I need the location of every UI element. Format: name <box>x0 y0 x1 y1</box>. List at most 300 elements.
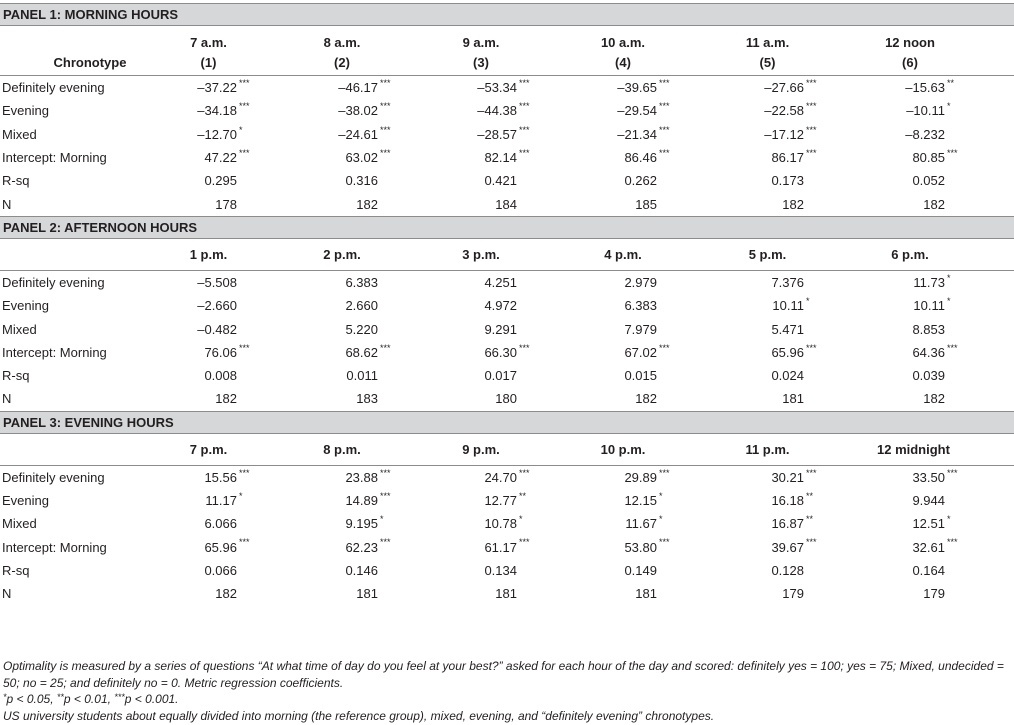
coefficient-value: 185 <box>635 196 657 212</box>
header-spacer <box>945 433 1014 465</box>
note-measurement: Optimality is measured by a series of questions “At what time of day do you feel at your best?” asked for each hour of the day and scored: definitely yes = 100; yes = 75; Mixed, undecided = 50; no = 25; and definitely no = 0. Metric regression coefficients. <box>3 659 1004 690</box>
significance-stars: *** <box>659 342 670 353</box>
coefficient-value: 178 <box>215 196 237 212</box>
coefficient-value: 76.06 <box>204 344 237 360</box>
coefficient-value: 181 <box>495 586 517 602</box>
coefficient-value: –27.66 <box>764 80 804 96</box>
significance-stars <box>945 169 1014 192</box>
column-header: 11 p.m. <box>731 433 804 465</box>
significance-stars <box>378 582 445 605</box>
significance-stars <box>237 270 306 294</box>
coefficient-value: –5.508 <box>197 274 237 290</box>
significance-stars: *** <box>519 537 530 548</box>
table-row <box>0 465 1014 489</box>
coefficient-value: 182 <box>923 196 945 212</box>
coefficient-value: 62.23 <box>345 539 378 555</box>
column-header-row <box>0 26 1014 51</box>
significance-stars: *** <box>659 78 670 88</box>
header-spacer <box>804 26 875 51</box>
significance-stars <box>517 387 589 411</box>
significance-stars <box>657 294 731 317</box>
significance-stars: *** <box>380 490 391 501</box>
significance-stars <box>804 559 875 582</box>
column-header: 10 p.m. <box>589 433 657 465</box>
significance-stars: *** <box>806 537 817 548</box>
significance-stars: *** <box>239 101 250 112</box>
table-notes <box>3 658 1008 724</box>
coefficient-value: 16.87 <box>771 516 804 532</box>
row-label: Definitely evening <box>2 80 105 96</box>
significance-stars <box>945 192 1014 216</box>
significance-stars: *** <box>380 467 391 478</box>
header-spacer <box>517 433 589 465</box>
significance-stars <box>517 582 589 605</box>
coefficient-value: 10.11 <box>913 298 945 314</box>
table-row <box>0 559 1014 582</box>
coefficient-value: 184 <box>495 196 517 212</box>
coefficient-value: –12.70 <box>197 126 237 142</box>
coefficient-value: 7.979 <box>624 321 657 337</box>
column-header: 4 p.m. <box>589 238 657 270</box>
coefficient-value: 64.36 <box>912 344 945 360</box>
header-spacer <box>517 26 589 51</box>
coefficient-value: –22.58 <box>764 103 804 119</box>
coefficient-value: 67.02 <box>624 344 657 360</box>
coefficient-value: 68.62 <box>345 344 378 360</box>
column-subheader-row <box>0 50 1014 76</box>
coefficient-value: 61.17 <box>484 539 517 555</box>
coefficient-value: 11.67 <box>625 516 657 532</box>
coefficient-value: –34.18 <box>197 103 237 119</box>
significance-stars <box>378 270 445 294</box>
significance-stars: *** <box>519 124 530 135</box>
coefficient-value: 0.052 <box>912 173 945 189</box>
row-header-label <box>0 26 180 51</box>
row-label: R-sq <box>2 562 30 578</box>
significance-stars: *** <box>239 467 250 478</box>
significance-stars: *** <box>519 147 530 158</box>
note-significance: *p < 0.05, **p < 0.01, ***p < 0.001. <box>3 692 179 706</box>
coefficient-value: 10.78 <box>484 516 517 532</box>
significance-stars <box>945 317 1014 340</box>
row-label: Definitely evening <box>2 469 105 485</box>
column-header: 7 a.m. <box>190 35 227 50</box>
row-label: N <box>2 586 12 602</box>
significance-stars <box>657 559 731 582</box>
header-spacer <box>804 433 875 465</box>
column-header: 9 p.m. <box>445 433 517 465</box>
coefficient-value: 181 <box>782 391 804 407</box>
row-label: Definitely evening <box>2 274 105 290</box>
panel-title: PANEL 1: MORNING HOURS <box>0 4 1014 26</box>
significance-stars: *** <box>380 124 391 135</box>
coefficient-value: 180 <box>495 391 517 407</box>
coefficient-value: 7.376 <box>771 274 804 290</box>
coefficient-value: 29.89 <box>624 469 657 485</box>
significance-stars <box>237 387 306 411</box>
column-header-row <box>0 238 1014 270</box>
coefficient-value: –17.12 <box>764 126 804 142</box>
header-spacer <box>945 238 1014 270</box>
significance-stars <box>945 123 1014 146</box>
column-header: 2 p.m. <box>306 238 378 270</box>
significance-stars <box>945 387 1014 411</box>
coefficient-value: 182 <box>215 586 237 602</box>
coefficient-value: 15.56 <box>204 469 237 485</box>
significance-stars <box>517 364 589 387</box>
table-row <box>0 387 1014 411</box>
significance-stars <box>237 317 306 340</box>
coefficient-value: 39.67 <box>771 539 804 555</box>
column-number: (1) <box>180 50 237 76</box>
significance-stars: *** <box>519 78 530 88</box>
coefficient-value: 8.853 <box>912 321 945 337</box>
significance-stars <box>517 294 589 317</box>
coefficient-value: 86.46 <box>624 150 657 166</box>
table-row <box>0 535 1014 558</box>
coefficient-value: 0.015 <box>624 368 657 384</box>
coefficient-value: 0.134 <box>484 562 517 578</box>
significance-stars: *** <box>806 101 817 112</box>
column-header: 7 p.m. <box>180 433 237 465</box>
significance-stars <box>237 364 306 387</box>
panel-2-title-row <box>0 216 1014 238</box>
coefficient-value: 182 <box>923 391 945 407</box>
significance-stars: *** <box>947 147 958 158</box>
coefficient-value: 0.262 <box>624 173 657 189</box>
significance-stars <box>804 387 875 411</box>
significance-stars <box>657 169 731 192</box>
significance-stars: * <box>947 514 951 525</box>
table-row <box>0 146 1014 169</box>
coefficient-value: 12.15 <box>624 493 657 508</box>
significance-stars <box>237 559 306 582</box>
coefficient-value: –0.482 <box>197 321 237 337</box>
significance-stars <box>378 317 445 340</box>
significance-stars: * <box>806 296 810 307</box>
significance-stars: * <box>659 514 663 525</box>
coefficient-value: 5.471 <box>771 321 804 337</box>
significance-stars <box>517 270 589 294</box>
table-row <box>0 76 1014 100</box>
significance-stars <box>657 317 731 340</box>
significance-stars <box>657 387 731 411</box>
significance-stars <box>804 317 875 340</box>
row-label: Mixed <box>2 126 37 142</box>
coefficient-value: –46.17 <box>338 80 378 96</box>
coefficient-value: 0.024 <box>771 368 804 384</box>
coefficient-value: 0.066 <box>204 562 237 578</box>
coefficient-value: –44.38 <box>477 103 517 119</box>
significance-stars: *** <box>806 147 817 158</box>
header-spacer <box>237 238 306 270</box>
header-spacer <box>378 238 445 270</box>
table-row <box>0 192 1014 216</box>
coefficient-value: 179 <box>923 586 945 602</box>
header-spacer <box>517 238 589 270</box>
header-spacer <box>804 50 875 76</box>
header-spacer <box>657 50 731 76</box>
significance-stars: *** <box>239 147 250 158</box>
column-header: 11 a.m. <box>745 35 790 50</box>
table-row <box>0 294 1014 317</box>
significance-stars: * <box>947 296 951 307</box>
coefficient-value: 0.295 <box>204 173 237 189</box>
column-header: 9 a.m. <box>462 35 500 50</box>
coefficient-value: 0.011 <box>346 368 378 384</box>
row-label: Mixed <box>2 516 37 532</box>
column-header-row <box>0 433 1014 465</box>
coefficient-value: 9.195 <box>345 516 378 532</box>
row-label: Evening <box>2 493 49 508</box>
significance-stars: *** <box>659 101 670 112</box>
significance-stars <box>237 512 306 535</box>
significance-stars: ** <box>806 514 814 525</box>
coefficient-value: 183 <box>356 391 378 407</box>
coefficient-value: 0.128 <box>771 562 804 578</box>
significance-stars <box>517 169 589 192</box>
coefficient-value: 5.220 <box>345 321 378 337</box>
coefficient-value: 80.85 <box>912 150 945 166</box>
significance-stars <box>237 192 306 216</box>
coefficient-value: –38.02 <box>338 103 378 119</box>
significance-stars: * <box>947 101 951 112</box>
coefficient-value: 14.89 <box>345 493 378 508</box>
significance-stars <box>945 364 1014 387</box>
significance-stars: * <box>519 514 523 525</box>
significance-stars: *** <box>659 147 670 158</box>
note-sample: US university students about equally divided into morning (the reference group), mixed, evening, and “definitely evening” chronotypes. <box>3 708 715 723</box>
table-row <box>0 489 1014 512</box>
column-number: (3) <box>445 50 517 76</box>
significance-stars: *** <box>239 342 250 353</box>
column-header: 5 p.m. <box>731 238 804 270</box>
table-row <box>0 582 1014 605</box>
significance-stars <box>657 582 731 605</box>
coefficient-value: –37.22 <box>197 80 237 96</box>
significance-stars: * <box>947 272 951 283</box>
column-number: (5) <box>731 50 804 76</box>
table-row <box>0 99 1014 122</box>
column-header: 8 a.m. <box>323 35 361 50</box>
coefficient-value: 0.149 <box>624 562 657 578</box>
header-spacer <box>657 238 731 270</box>
significance-stars: *** <box>659 467 670 478</box>
table-row <box>0 364 1014 387</box>
coefficient-value: –10.11 <box>906 103 945 119</box>
significance-stars: *** <box>239 78 250 88</box>
significance-stars <box>237 169 306 192</box>
coefficient-value: 0.008 <box>204 368 237 384</box>
coefficient-value: 0.164 <box>912 562 945 578</box>
significance-stars: *** <box>659 124 670 135</box>
row-label: Intercept: Morning <box>2 344 107 360</box>
significance-stars: *** <box>519 101 530 112</box>
row-label: R-sq <box>2 368 30 384</box>
coefficient-value: 0.421 <box>484 173 517 189</box>
row-header-label <box>0 238 180 270</box>
row-label: R-sq <box>2 173 30 189</box>
significance-stars <box>237 294 306 317</box>
significance-stars: *** <box>947 467 958 478</box>
row-label: Evening <box>2 298 49 314</box>
table-row <box>0 512 1014 535</box>
significance-stars: * <box>380 514 384 525</box>
significance-stars <box>378 294 445 317</box>
significance-stars <box>517 317 589 340</box>
significance-stars: ** <box>947 78 955 88</box>
header-spacer <box>804 238 875 270</box>
significance-stars <box>378 364 445 387</box>
significance-stars: *** <box>519 342 530 353</box>
coefficient-value: 6.383 <box>345 274 378 290</box>
significance-stars <box>945 559 1014 582</box>
coefficient-value: –53.34 <box>477 80 517 96</box>
significance-stars: *** <box>380 78 391 88</box>
column-header: 1 p.m. <box>180 238 237 270</box>
coefficient-value: 53.80 <box>624 539 657 555</box>
coefficient-value: 24.70 <box>484 469 517 485</box>
row-label: Intercept: Morning <box>2 150 107 166</box>
significance-stars: *** <box>806 467 817 478</box>
coefficient-value: –15.63 <box>905 80 945 96</box>
coefficient-value: 182 <box>782 196 804 212</box>
significance-stars: ** <box>519 490 527 501</box>
coefficient-value: –28.57 <box>477 126 517 142</box>
header-spacer <box>945 50 1014 76</box>
significance-stars: *** <box>806 342 817 353</box>
row-label: Intercept: Morning <box>2 539 107 555</box>
coefficient-value: 11.17 <box>205 493 237 508</box>
coefficient-value: 6.383 <box>624 298 657 314</box>
significance-stars <box>378 387 445 411</box>
significance-stars <box>657 364 731 387</box>
significance-stars <box>657 192 731 216</box>
coefficient-value: 182 <box>215 391 237 407</box>
significance-stars: *** <box>947 342 958 353</box>
significance-stars <box>657 270 731 294</box>
row-label: N <box>2 196 12 212</box>
table-row <box>0 317 1014 340</box>
significance-stars <box>804 270 875 294</box>
panel-title: PANEL 3: EVENING HOURS <box>0 411 1014 433</box>
significance-stars <box>517 559 589 582</box>
regression-table <box>0 3 1014 605</box>
significance-stars <box>804 364 875 387</box>
row-label: Mixed <box>2 321 37 337</box>
coefficient-value: 9.291 <box>484 321 517 337</box>
coefficient-value: 181 <box>356 586 378 602</box>
column-number: (2) <box>306 50 378 76</box>
coefficient-value: 32.61 <box>912 539 945 555</box>
table-row <box>0 123 1014 146</box>
significance-stars: *** <box>806 78 817 88</box>
coefficient-value: 12.51 <box>912 516 945 532</box>
column-number: (6) <box>875 50 945 76</box>
coefficient-value: –29.54 <box>617 103 657 119</box>
coefficient-value: 86.17 <box>771 150 804 166</box>
header-spacer <box>378 26 445 51</box>
coefficient-value: 0.316 <box>345 173 378 189</box>
table-row <box>0 341 1014 364</box>
row-label: N <box>2 391 12 407</box>
column-number: (4) <box>589 50 657 76</box>
column-header: 8 p.m. <box>306 433 378 465</box>
coefficient-value: 23.88 <box>345 469 378 485</box>
header-spacer <box>657 26 731 51</box>
coefficient-value: 82.14 <box>484 150 517 166</box>
coefficient-value: –39.65 <box>617 80 657 96</box>
header-spacer <box>237 50 306 76</box>
panel-3-title-row <box>0 411 1014 433</box>
coefficient-value: 0.173 <box>771 173 804 189</box>
coefficient-value: 2.979 <box>624 274 657 290</box>
coefficient-value: 179 <box>782 586 804 602</box>
significance-stars: *** <box>519 467 530 478</box>
row-header-label <box>0 433 180 465</box>
coefficient-value: 9.944 <box>912 493 945 508</box>
coefficient-value: –24.61 <box>338 126 378 142</box>
coefficient-value: 2.660 <box>345 298 378 314</box>
coefficient-value: 11.73 <box>913 274 945 290</box>
chronotype-label: Chronotype <box>0 50 180 76</box>
significance-stars: *** <box>380 537 391 548</box>
significance-stars: *** <box>380 101 391 112</box>
coefficient-value: 30.21 <box>771 469 804 485</box>
significance-stars: * <box>239 124 243 135</box>
coefficient-value: 6.066 <box>204 516 237 532</box>
significance-stars: ** <box>806 490 814 501</box>
header-spacer <box>657 433 731 465</box>
column-header: 6 p.m. <box>875 238 945 270</box>
column-header: 12 midnight <box>875 433 945 465</box>
significance-stars <box>804 192 875 216</box>
row-label: Evening <box>2 103 49 119</box>
header-spacer <box>378 50 445 76</box>
column-header: 10 a.m. <box>600 35 646 50</box>
significance-stars <box>378 169 445 192</box>
coefficient-value: 10.11 <box>772 298 804 314</box>
significance-stars: * <box>239 490 243 501</box>
header-spacer <box>945 26 1014 51</box>
table-row <box>0 270 1014 294</box>
coefficient-value: 33.50 <box>912 469 945 485</box>
coefficient-value: 65.96 <box>771 344 804 360</box>
significance-stars <box>804 169 875 192</box>
significance-stars: *** <box>659 537 670 548</box>
coefficient-value: 182 <box>356 196 378 212</box>
coefficient-value: 181 <box>635 586 657 602</box>
significance-stars <box>517 192 589 216</box>
significance-stars <box>237 582 306 605</box>
coefficient-value: 47.22 <box>204 150 237 166</box>
significance-stars: *** <box>806 124 817 135</box>
coefficient-value: 0.039 <box>912 368 945 384</box>
significance-stars <box>804 582 875 605</box>
coefficient-value: 4.972 <box>484 298 517 314</box>
significance-stars <box>378 192 445 216</box>
column-header: 3 p.m. <box>445 238 517 270</box>
panel-1-title-row <box>0 4 1014 26</box>
coefficient-value: 63.02 <box>345 150 378 166</box>
coefficient-value: 66.30 <box>484 344 517 360</box>
coefficient-value: 65.96 <box>204 539 237 555</box>
significance-stars: *** <box>947 537 958 548</box>
column-header: 12 noon <box>885 35 935 50</box>
significance-stars: * <box>659 490 663 501</box>
coefficient-value: 4.251 <box>484 274 517 290</box>
header-spacer <box>378 433 445 465</box>
